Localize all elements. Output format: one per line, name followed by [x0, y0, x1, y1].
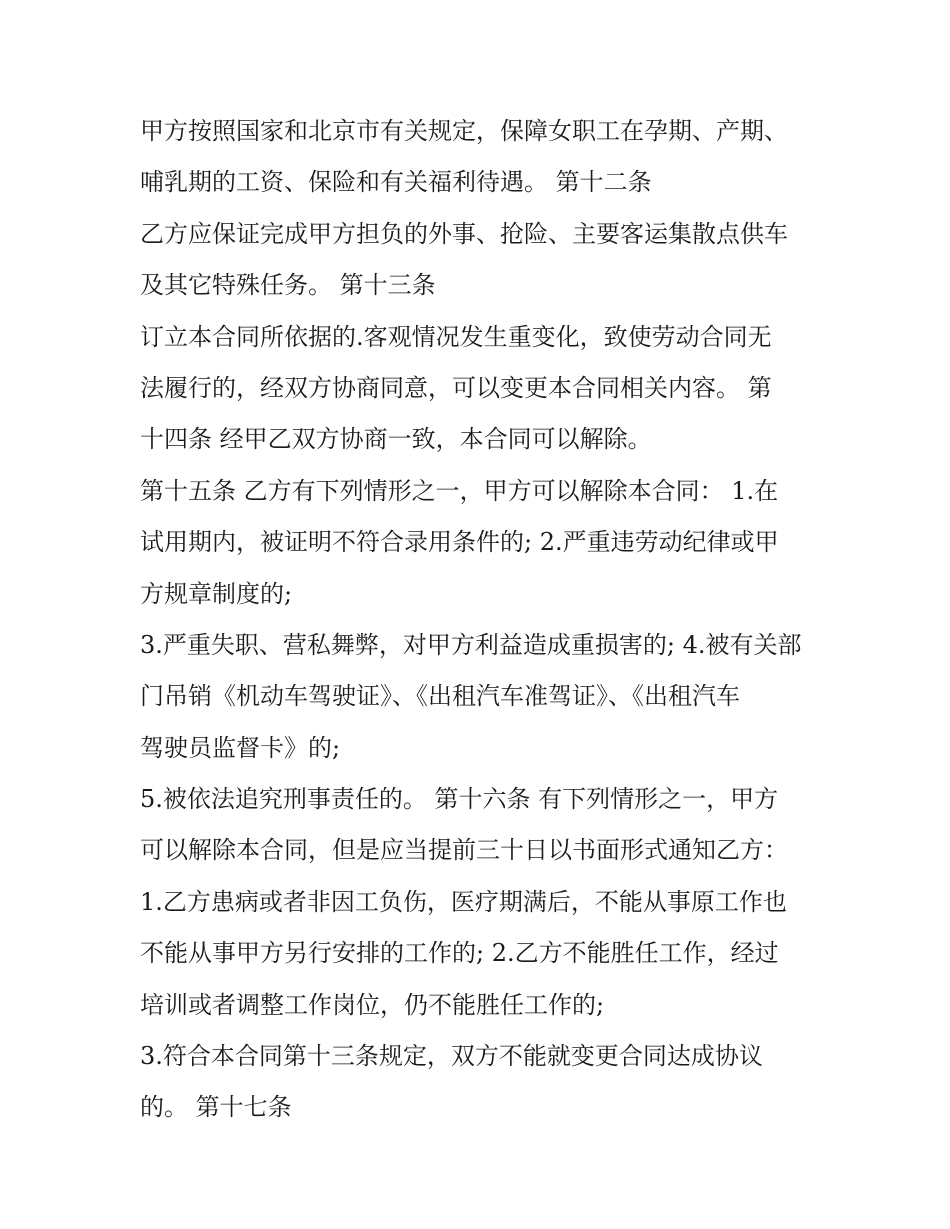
contract-text: [140, 106, 830, 1134]
text-line: 方规章制度的;: [140, 579, 293, 608]
text-line: 法履行的，经双方协商同意，可以变更本合同相关内容。 第: [140, 373, 772, 402]
text-line: 乙方应保证完成甲方担负的外事、抢险、主要客运集散点供车: [140, 219, 788, 248]
text-line: 订立本合同所依据的.客观情况发生重变化，致使劳动合同无: [140, 322, 772, 351]
text-line: 及其它特殊任务。 第十三条: [140, 271, 436, 300]
text-line: 1.乙方患病或者非因工负伤，医疗期满后，不能从事原工作也: [140, 887, 787, 916]
text-line: 的。 第十七条: [140, 1093, 292, 1122]
text-line: 十四条 经甲乙双方协商一致，本合同可以解除。: [140, 425, 652, 454]
text-line: 5.被依法追究刑事责任的。 第十六条 有下列情形之一，甲方: [140, 785, 779, 814]
text-line: 3.符合本合同第十三条规定，双方不能就变更合同达成协议: [140, 1042, 763, 1071]
text-line: 不能从事甲方另行安排的工作的; 2.乙方不能胜任工作，经过: [140, 939, 779, 968]
text-line: 培训或者调整工作岗位，仍不能胜任工作的;: [140, 990, 605, 1019]
text-line: 驾驶员监督卡》的;: [140, 733, 341, 762]
text-line: 门吊销《机动车驾驶证》、《出租汽车准驾证》、《出租汽车: [140, 682, 740, 711]
text-line: 3.严重失职、营私舞弊，对甲方利益造成重损害的; 4.被有关部: [140, 630, 802, 659]
text-line: 试用期内，被证明不符合录用条件的; 2.严重违劳动纪律或甲: [140, 528, 779, 557]
text-line: 可以解除本合同，但是应当提前三十日以书面形式通知乙方：: [140, 836, 788, 865]
text-line: 第十五条 乙方有下列情形之一，甲方可以解除本合同： 1.在: [140, 476, 779, 505]
text-line: 甲方按照国家和北京市有关规定，保障女职工在孕期、产期、: [140, 117, 788, 145]
text-line: 哺乳期的工资、保险和有关福利待遇。 第十二条: [140, 168, 652, 197]
